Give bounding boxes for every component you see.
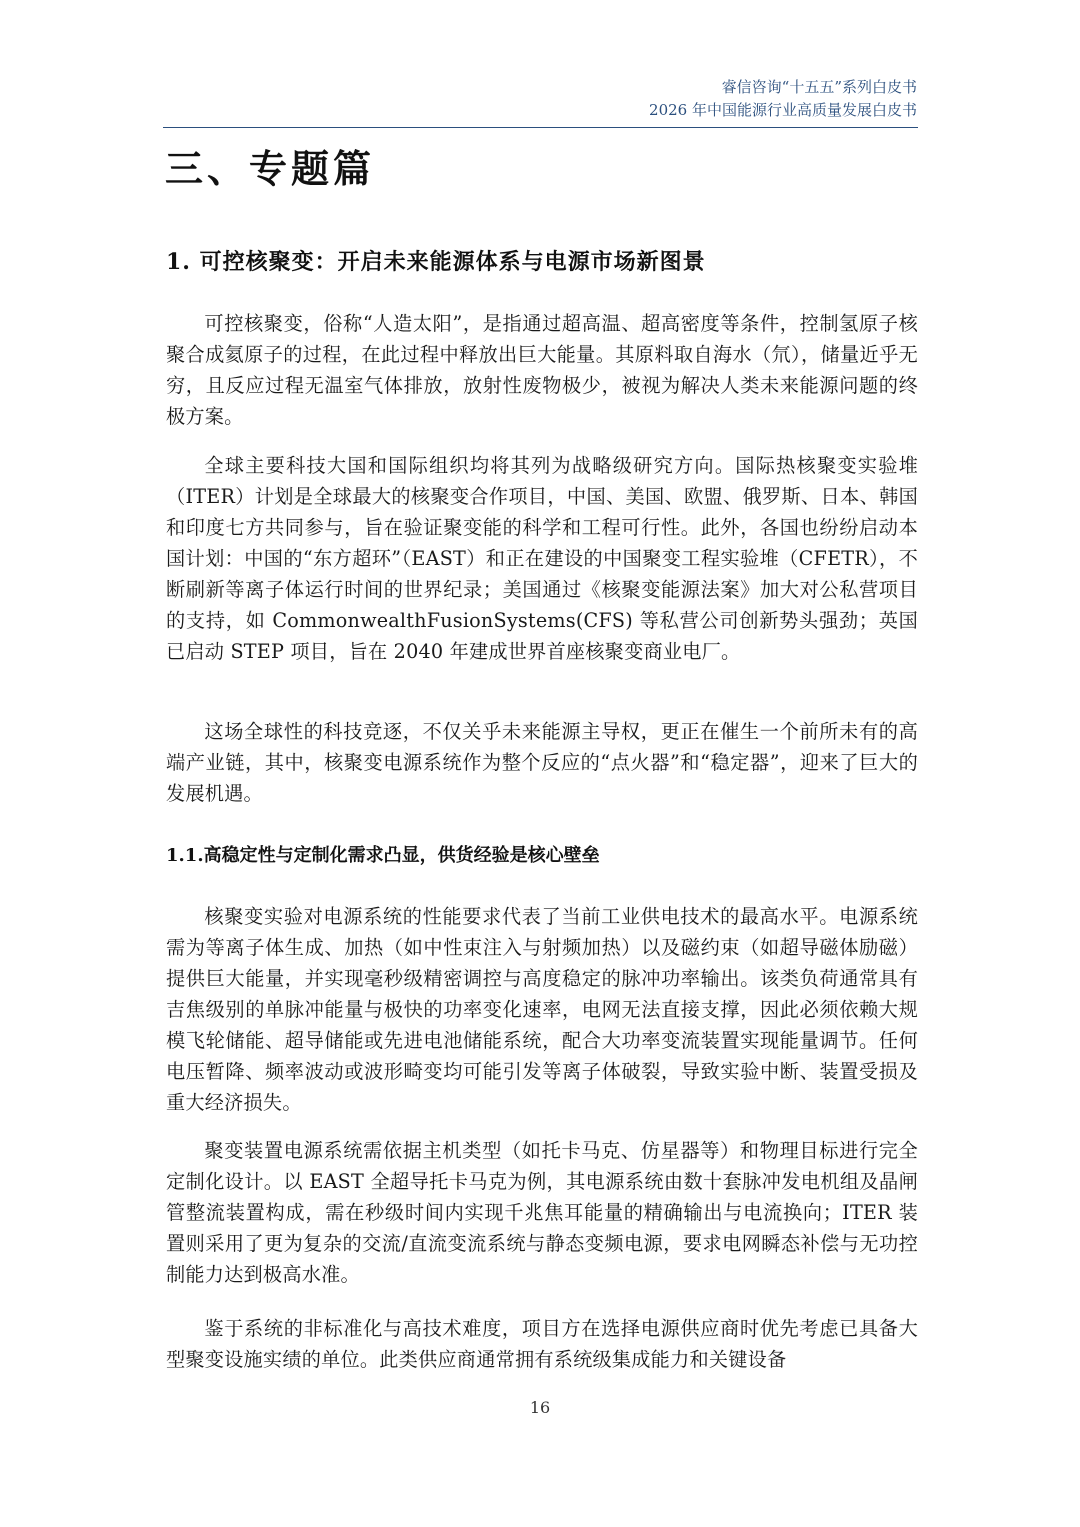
subsection-title: 1.1.高稳定性与定制化需求凸显，供货经验是核心壁垒 <box>166 845 600 866</box>
running-header <box>649 76 917 122</box>
header-divider <box>163 127 918 128</box>
chapter-title: 三、专题篇 <box>165 146 376 191</box>
subsection-paragraph-3: 鉴于系统的非标准化与高技术难度，项目方在选择电源供应商时优先考虑已具备大型聚变设施实绩的单位。此类供应商通常拥有系统级集成能力和关键设备 <box>166 1317 918 1371</box>
header-report-title: 2026 年中国能源行业高质量发展白皮书 <box>649 101 917 119</box>
header-series-title: 睿信咨询“十五五”系列白皮书 <box>721 78 917 96</box>
subsection-paragraph-1: 核聚变实验对电源系统的性能要求代表了当前工业供电技术的最高水平。电源系统需为等离子体生成、加热（如中性束注入与射频加热）以及磁约束（如超导磁体励磁）提供巨大能量，并实现毫秒级精密调控与高度稳定的脉冲功率输出。该类负荷通常具有吉焦级别的单脉冲能量与极快的功率变化速率，电网无法直接支撑，因此必须依赖大规模飞轮储能、超导储能或先进电池储能系统，配合大功率变流装置实现能量调节。任何电压暂降、频率波动或波形畸变均可能引发等离子体破裂，导致实验中断、装置受损及重大经济损失。 <box>166 905 918 1114</box>
body-paragraph-3: 这场全球性的科技竞逐，不仅关乎未来能源主导权，更正在催生一个前所未有的高端产业链，其中，核聚变电源系统作为整个反应的“点火器”和“稳定器”，迎来了巨大的发展机遇。 <box>166 720 918 805</box>
body-paragraph-1: 可控核聚变，俗称“人造太阳”，是指通过超高温、超高密度等条件，控制氢原子核聚合成氦原子的过程，在此过程中释放出巨大能量。其原料取自海水（氘），储量近乎无穷，且反应过程无温室气体排放，放射性废物极少，被视为解决人类未来能源问题的终极方案。 <box>166 312 918 428</box>
subsection-paragraph-2: 聚变装置电源系统需依据主机类型（如托卡马克、仿星器等）和物理目标进行完全定制化设计。以 EAST 全超导托卡马克为例，其电源系统由数十套脉冲发电机组及晶闸管整流装置构成，需在秒级时间内实现千兆焦耳能量的精确输出与电流换向；ITER 装置则采用了更为复杂的交流/直流变流系统与静态变频电源，要求电网瞬态补偿与无功控制能力达到极高水准。 <box>166 1139 918 1286</box>
body-paragraph-2: 全球主要科技大国和国际组织均将其列为战略级研究方向。国际热核聚变实验堆（ITER）计划是全球最大的核聚变合作项目，中国、美国、欧盟、俄罗斯、日本、韩国和印度七方共同参与，旨在验证聚变能的科学和工程可行性。此外，各国也纷纷启动本国计划：中国的“东方超环”（EAST）和正在建设的中国聚变工程实验堆（CFETR），不断刷新等离子体运行时间的世界纪录；美国通过《核聚变能源法案》加大对公私营项目的支持，如 CommonwealthFusionSystems(CFS) 等私营公司创新势头强劲；英国已启动 STEP 项目，旨在 2040 年建成世界首座核聚变商业电厂。 <box>166 454 918 663</box>
section-title: 1. 可控核聚变：开启未来能源体系与电源市场新图景 <box>166 249 706 275</box>
page-number: 16 <box>529 1398 551 1417</box>
